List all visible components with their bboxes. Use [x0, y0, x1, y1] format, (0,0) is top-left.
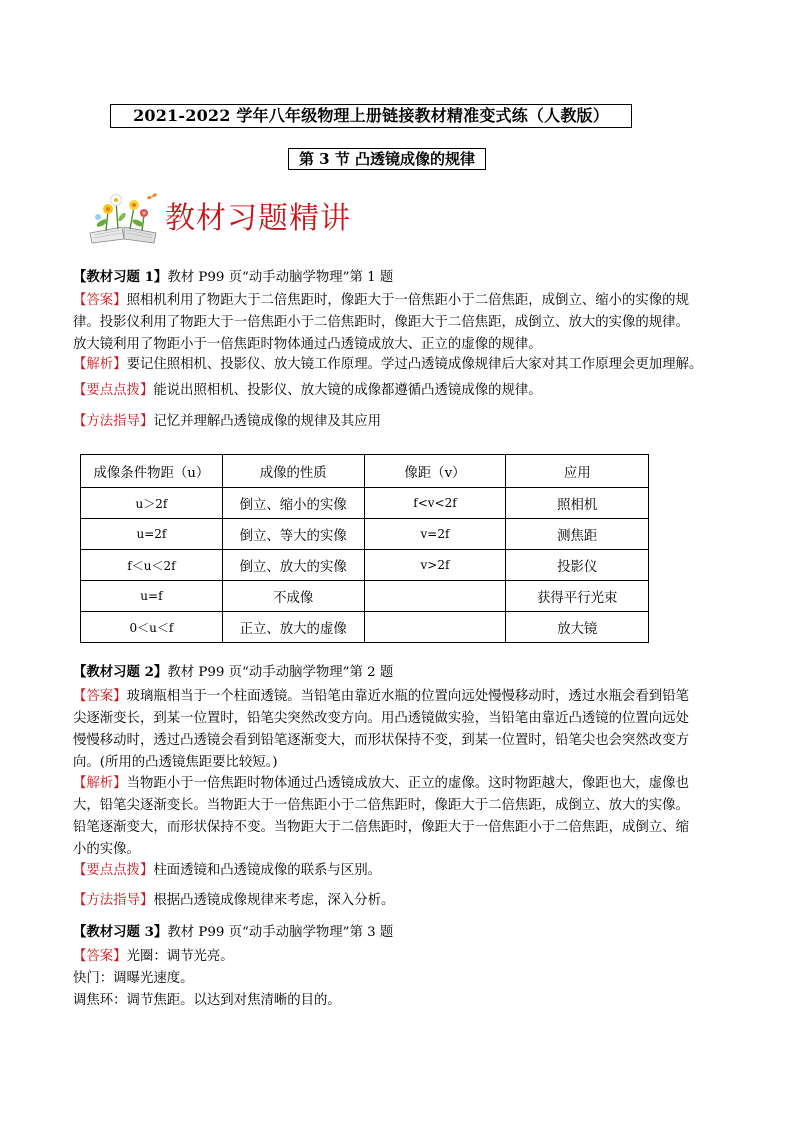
- answer-line: 慢慢移动时，透过凸透镜会看到铅笔逐渐变大，而形状保持不变，到某一位置时，铅笔尖也会突然改变方: [73, 733, 689, 748]
- analysis-tag: 【解析】: [73, 357, 127, 372]
- answer-line: 向。(所用的凸透镜焦距要比较短。): [73, 755, 278, 770]
- table-header: 成像的性质: [222, 455, 364, 488]
- answer-tag: 【答案】: [73, 293, 127, 308]
- document-title: 2021-2022 学年八年级物理上册链接教材精准变式练（人教版）: [110, 104, 632, 128]
- table-row: [81, 519, 649, 550]
- answer-line: 调焦环：调节焦距。以达到对焦清晰的目的。: [73, 993, 341, 1008]
- key-text: 柱面透镜和凸透镜成像的联系与区别。: [153, 863, 381, 878]
- exercise3-ref: 教材 P99 页“动手动脑学物理”第 3 题: [167, 925, 394, 940]
- table-header-row: [81, 455, 649, 488]
- exercise1-key: [73, 380, 733, 402]
- exercise1-analysis: [73, 354, 733, 376]
- analysis-line: 当物距小于一倍焦距时物体通过凸透镜成放大、正立的虚像。这时物距越大，像距也大，虚像也: [126, 776, 689, 791]
- exercise2-answer: [73, 686, 733, 774]
- exercise2-method: [73, 890, 733, 912]
- table-cell: [364, 612, 506, 643]
- table-header: 成像条件物距（u）: [81, 455, 223, 488]
- answer-tag: 【答案】: [73, 689, 127, 704]
- table-row: [81, 612, 649, 643]
- method-tag: 【方法指导】: [73, 893, 154, 908]
- table-cell: u=2f: [81, 519, 223, 550]
- table-header: 像距（v）: [364, 455, 506, 488]
- table-cell: 倒立、缩小的实像: [222, 488, 364, 519]
- table-cell: v>2f: [364, 550, 506, 581]
- answer-line: 光圈：调节光亮。: [126, 949, 234, 964]
- method-text: 根据凸透镜成像规律来考虑，深入分析。: [153, 893, 395, 908]
- exercise1-ref: 教材 P99 页“动手动脑学物理”第 1 题: [167, 270, 394, 285]
- table-cell: 0＜u＜f: [81, 612, 223, 643]
- exercise3-tag: 【教材习题 3】: [73, 924, 168, 940]
- answer-tag: 【答案】: [73, 949, 127, 964]
- table-cell: f＜u＜2f: [81, 550, 223, 581]
- table-row: [81, 488, 649, 519]
- table-cell: 放大镜: [506, 612, 649, 643]
- exercise2-tag: 【教材习题 2】: [73, 664, 168, 680]
- answer-line: 玻璃瓶相当于一个柱面透镜。当铅笔由靠近水瓶的位置向远处慢慢移动时，透过水瓶会看到铅笔: [126, 689, 689, 704]
- table-header: 应用: [506, 455, 649, 488]
- method-tag: 【方法指导】: [73, 414, 154, 429]
- table-row: [81, 550, 649, 581]
- exercise2-key: [73, 860, 733, 882]
- analysis-text: 要记住照相机、投影仪、放大镜工作原理。学过凸透镜成像规律后大家对其工作原理会更加理解。: [126, 357, 703, 372]
- table-row: [81, 581, 649, 612]
- method-text: 记忆并理解凸透镜成像的规律及其应用: [153, 414, 381, 429]
- exercise3-answer: [73, 946, 733, 1012]
- key-text: 能说出照相机、投影仪、放大镜的成像都遵循凸透镜成像的规律。: [153, 383, 542, 398]
- answer-line: 照相机利用了物距大于二倍焦距时，像距大于一倍焦距小于二倍焦距，成倒立、缩小的实像的规: [126, 293, 689, 308]
- banner-title: 教材习题精讲: [165, 201, 351, 236]
- exercise1-answer: [73, 290, 733, 356]
- exercise1-header: [73, 266, 733, 288]
- table-cell: f<v<2f: [364, 488, 506, 519]
- exercise2-header: [73, 661, 733, 683]
- exercise2-ref: 教材 P99 页“动手动脑学物理”第 2 题: [167, 665, 394, 680]
- table-cell: 获得平行光束: [506, 581, 649, 612]
- table-cell: 测焦距: [506, 519, 649, 550]
- answer-line: 快门：调曝光速度。: [73, 971, 194, 986]
- exercise1-tag: 【教材习题 1】: [73, 269, 168, 285]
- table-cell: u=f: [81, 581, 223, 612]
- table-cell: 倒立、等大的实像: [222, 519, 364, 550]
- key-tag: 【要点点拨】: [73, 383, 154, 398]
- table-cell: [364, 581, 506, 612]
- table-cell: u＞2f: [81, 488, 223, 519]
- answer-line: 尖逐渐变长，到某一位置时，铅笔尖突然改变方向。用凸透镜做实验，当铅笔由靠近凸透镜的位置向远处: [73, 711, 689, 726]
- analysis-line: 小的实像。: [73, 842, 140, 857]
- answer-line: 放大镜利用了物距小于一倍焦距时物体通过凸透镜成放大、正立的虚像的规律。: [73, 337, 542, 352]
- analysis-line: 大，铅笔尖逐渐变长。当物距大于一倍焦距小于二倍焦距时，像距大于二倍焦距，成倒立、放大的实像。: [73, 798, 689, 813]
- answer-line: 律。投影仪利用了物距大于一倍焦距小于二倍焦距时，像距大于二倍焦距，成倒立、放大的实像的规律。: [73, 315, 689, 330]
- table-cell: v=2f: [364, 519, 506, 550]
- exercise3-header: [73, 921, 733, 943]
- table-cell: 不成像: [222, 581, 364, 612]
- analysis-line: 铅笔逐渐变大，而形状保持不变。当物距大于二倍焦距时，像距大于一倍焦距小于二倍焦距，成倒立、缩: [73, 820, 689, 835]
- section-title: 第 3 节 凸透镜成像的规律: [288, 148, 486, 170]
- table-cell: 倒立、放大的实像: [222, 550, 364, 581]
- exercise2-analysis: [73, 773, 733, 861]
- table-cell: 投影仪: [506, 550, 649, 581]
- table-cell: 正立、放大的虚像: [222, 612, 364, 643]
- table-cell: 照相机: [506, 488, 649, 519]
- analysis-tag: 【解析】: [73, 776, 127, 791]
- lens-imaging-table: [80, 454, 649, 643]
- key-tag: 【要点点拨】: [73, 863, 154, 878]
- exercise1-method: [73, 411, 733, 433]
